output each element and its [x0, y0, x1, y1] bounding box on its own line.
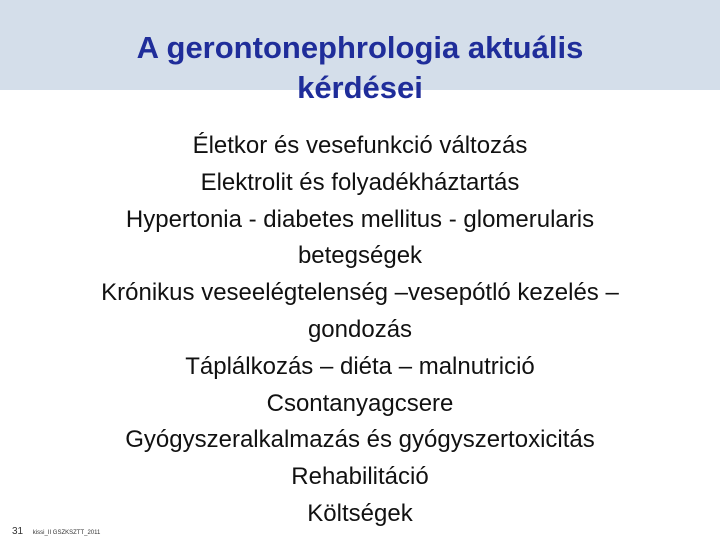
- topic-item: Elektrolit és folyadékháztartás: [200, 168, 520, 196]
- topic-item: Költségek: [307, 499, 413, 527]
- topic-item: Életkor és vesefunkció változás: [192, 132, 528, 159]
- topic-item: Gyógyszeralkalmazás és gyógyszertoxicitás: [125, 426, 595, 454]
- slide-number: 31: [12, 526, 24, 537]
- topic-item: gondozás: [307, 315, 413, 343]
- footer-source: kissi_II GSZKSZTT_2011: [32, 530, 101, 536]
- topic-item: Hypertonia - diabetes mellitus - glomerularis: [125, 205, 595, 233]
- slide-footer: [12, 526, 100, 537]
- topic-item: Rehabilitáció: [291, 463, 429, 491]
- topic-list: [20, 128, 700, 533]
- topic-item: betegségek: [297, 242, 423, 270]
- topic-item: Táplálkozás – diéta – malnutrició: [185, 352, 535, 380]
- topic-item: Csontanyagcsere: [266, 389, 454, 417]
- slide-title: [0, 28, 720, 108]
- topic-item: Krónikus veseelégtelenség –vesepótló kezelés –: [101, 279, 619, 307]
- slide-title-line-1: A gerontonephrologia aktuális: [136, 30, 584, 65]
- slide-title-line-2: kérdései: [297, 70, 423, 105]
